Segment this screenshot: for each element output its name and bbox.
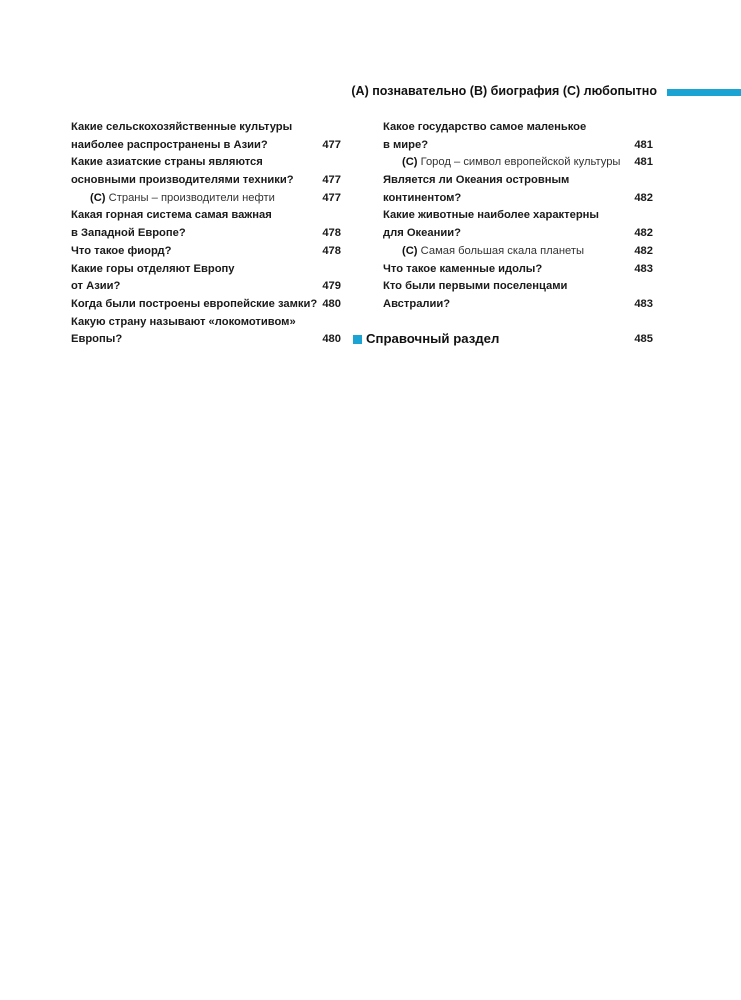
toc-line[interactable] [383, 137, 653, 155]
toc-left-column [71, 119, 341, 349]
toc-page-number: 477 [322, 191, 341, 204]
toc-page-number: 482 [634, 191, 653, 204]
toc-entry-text: для Океании? [383, 227, 461, 240]
toc-entry-text: Самая большая скала планеты [417, 244, 585, 257]
toc-page-number: 483 [634, 262, 653, 275]
reference-section-title: Справочный раздел [366, 331, 500, 346]
toc-entry-text: Какие азиатские страны являются [71, 156, 263, 169]
toc-line-curious[interactable] [71, 190, 341, 208]
toc-line[interactable] [383, 207, 653, 225]
curious-tag: (C) [402, 244, 418, 257]
toc-entry-text: Страны – производители нефти [105, 191, 275, 204]
toc-line-curious[interactable] [383, 154, 653, 172]
toc-entry-text: основными производителями техники? [71, 174, 294, 187]
toc-page-number: 478 [322, 227, 341, 240]
toc-line[interactable] [71, 261, 341, 279]
toc-line[interactable] [383, 296, 653, 314]
toc-line[interactable] [383, 261, 653, 279]
toc-line[interactable] [383, 278, 653, 296]
toc-right-column [383, 119, 653, 314]
toc-entry-text: наиболее распространены в Азии? [71, 138, 268, 151]
accent-bar [667, 89, 741, 96]
toc-entry-text: Город – символ европейской культуры [417, 156, 621, 169]
toc-entry-text: Какие животные наиболее характерны [383, 209, 599, 222]
toc-entry-text: от Азии? [71, 280, 121, 293]
toc-page-number: 480 [322, 333, 341, 346]
toc-entry-text: в мире? [383, 138, 429, 151]
toc-line[interactable] [383, 119, 653, 137]
toc-page-number: 479 [322, 280, 341, 293]
reference-section-page: 485 [634, 333, 653, 345]
toc-page-number: 477 [322, 174, 341, 187]
toc-line[interactable] [71, 314, 341, 332]
toc-entry-text: Какая горная система самая важная [71, 209, 272, 222]
toc-line[interactable] [71, 207, 341, 225]
toc-line[interactable] [71, 225, 341, 243]
toc-entry-text: Какие сельскохозяйственные культуры [71, 121, 293, 133]
toc-entry-text: Какое государство самое маленькое [383, 121, 587, 133]
toc-line[interactable] [71, 154, 341, 172]
toc-page-number: 477 [322, 138, 341, 151]
toc-page-number: 481 [634, 156, 653, 169]
toc-entry-text: Что такое фиорд? [71, 244, 172, 257]
curious-tag: (C) [402, 156, 418, 169]
toc-page-number: 480 [322, 297, 341, 310]
toc-page-number: 482 [634, 227, 653, 240]
toc-line[interactable] [71, 119, 341, 137]
toc-line[interactable] [383, 172, 653, 190]
toc-entry-text: Австралии? [383, 297, 451, 310]
reference-section-entry[interactable] [353, 330, 653, 348]
toc-page-number: 483 [634, 297, 653, 310]
toc-entry-text: континентом? [383, 191, 462, 204]
toc-line[interactable] [71, 137, 341, 155]
toc-line[interactable] [71, 296, 341, 314]
toc-entry-text: в Западной Европе? [71, 227, 186, 240]
toc-page-number: 481 [634, 138, 653, 151]
toc-line[interactable] [383, 225, 653, 243]
section-square-icon [353, 335, 362, 344]
toc-line[interactable] [71, 278, 341, 296]
toc-entry-text: Европы? [71, 333, 123, 346]
toc-line-curious[interactable] [383, 243, 653, 261]
curious-tag: (C) [90, 191, 106, 204]
legend-header: (A) познавательно (B) биография (C) любопытно [351, 84, 657, 98]
toc-entry-text: Когда были построены европейские замки? [71, 297, 318, 310]
toc-line[interactable] [383, 190, 653, 208]
toc-entry-text: Какие горы отделяют Европу [71, 262, 235, 275]
toc-entry-text: Что такое каменные идолы? [383, 262, 543, 275]
toc-line[interactable] [71, 172, 341, 190]
toc-page-number: 478 [322, 244, 341, 257]
toc-entry-text: Является ли Океания островным [383, 174, 570, 187]
toc-line[interactable] [71, 243, 341, 261]
toc-entry-text: Какую страну называют «локомотивом» [71, 315, 296, 328]
toc-entry-text: Кто были первыми поселенцами [383, 280, 568, 293]
toc-page-number: 482 [634, 244, 653, 257]
toc-line[interactable] [71, 331, 341, 349]
